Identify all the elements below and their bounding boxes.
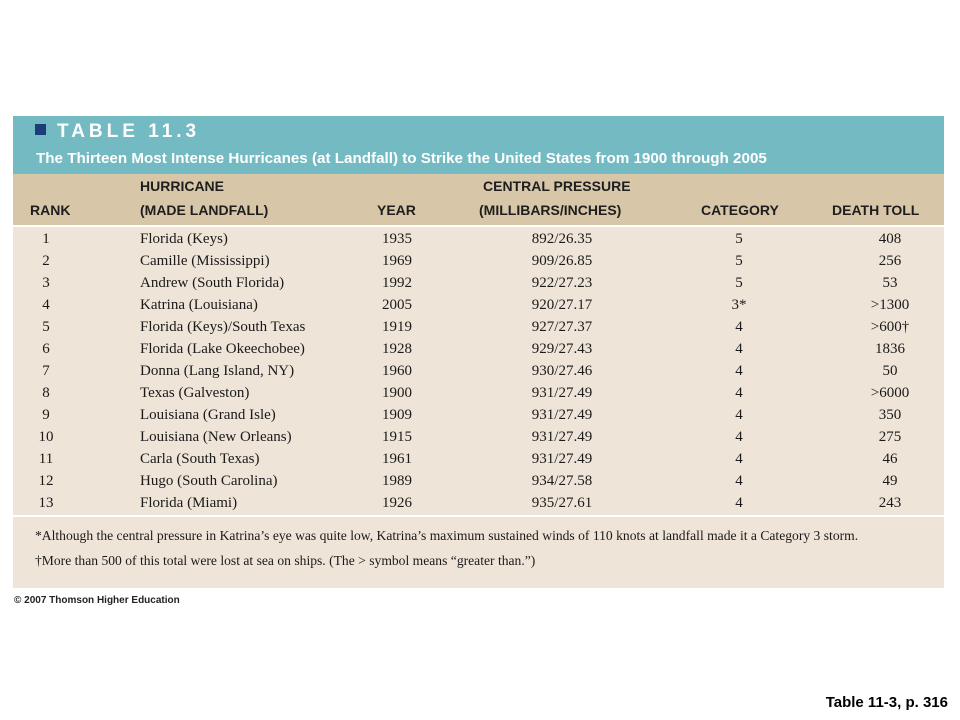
death-toll-cell: 53 <box>882 275 898 291</box>
rank-cell: 5 <box>42 319 50 335</box>
rank-cell: 7 <box>42 363 50 379</box>
slide-caption: Table 11-3, p. 316 <box>825 694 948 711</box>
table-row <box>13 470 944 492</box>
rank-cell: 9 <box>42 407 50 423</box>
death-toll-cell: 46 <box>882 451 898 467</box>
death-toll-cell: 49 <box>882 473 898 489</box>
pressure-cell: 930/27.46 <box>531 363 593 379</box>
year-cell: 1909 <box>382 407 412 423</box>
pressure-cell: 934/27.58 <box>531 473 593 489</box>
hurricane-table <box>13 116 944 588</box>
copyright-text: © 2007 Thomson Higher Education <box>14 595 180 606</box>
death-toll-cell: 275 <box>878 429 902 445</box>
pressure-cell: 935/27.61 <box>531 495 593 511</box>
year-cell: 1900 <box>382 385 412 401</box>
hurricane-cell: Camille (Mississippi) <box>140 253 270 269</box>
footnote-divider <box>13 515 944 517</box>
table-title-band <box>13 116 944 174</box>
table-row <box>13 382 944 404</box>
table-header <box>13 174 944 227</box>
year-cell: 1919 <box>382 319 412 335</box>
header-category: CATEGORY <box>701 202 779 218</box>
year-cell: 1926 <box>382 495 412 511</box>
hurricane-cell: Louisiana (Grand Isle) <box>140 407 276 423</box>
category-cell: 5 <box>735 231 743 247</box>
category-cell: 4 <box>735 429 743 445</box>
table-label-line <box>35 121 200 143</box>
table-row <box>13 448 944 470</box>
category-cell: 5 <box>735 253 743 269</box>
rank-cell: 8 <box>42 385 50 401</box>
death-toll-cell: 1836 <box>875 341 905 357</box>
rank-cell: 1 <box>42 231 50 247</box>
pressure-cell: 931/27.49 <box>531 407 593 423</box>
rank-cell: 4 <box>42 297 50 313</box>
table-title: The Thirteen Most Intense Hurricanes (at Landfall) to Strike the United States from 1900 through 2005 <box>36 150 767 167</box>
rank-cell: 2 <box>42 253 50 269</box>
hurricane-cell: Florida (Keys) <box>140 231 228 247</box>
rank-cell: 3 <box>42 275 50 291</box>
category-cell: 3* <box>731 297 747 313</box>
table-row <box>13 228 944 250</box>
category-cell: 4 <box>735 495 743 511</box>
hurricane-cell: Florida (Lake Okeechobee) <box>140 341 305 357</box>
rank-cell: 11 <box>38 451 54 467</box>
year-cell: 1992 <box>382 275 412 291</box>
rank-cell: 13 <box>38 495 54 511</box>
hurricane-cell: Katrina (Louisiana) <box>140 297 258 313</box>
table-row <box>13 360 944 382</box>
death-toll-cell: 50 <box>882 363 898 379</box>
hurricane-cell: Andrew (South Florida) <box>140 275 285 291</box>
year-cell: 1969 <box>382 253 412 269</box>
year-cell: 1961 <box>382 451 412 467</box>
category-cell: 4 <box>735 363 743 379</box>
death-toll-cell: 350 <box>878 407 902 423</box>
pressure-cell: 931/27.49 <box>531 429 593 445</box>
header-year: YEAR <box>377 202 416 218</box>
hurricane-cell: Florida (Miami) <box>140 495 238 511</box>
category-cell: 4 <box>735 407 743 423</box>
header-hurricane-line1: HURRICANE <box>140 178 224 194</box>
death-toll-cell: >600† <box>870 319 910 335</box>
death-toll-cell: 256 <box>878 253 902 269</box>
category-cell: 4 <box>735 473 743 489</box>
pressure-cell: 929/27.43 <box>531 341 593 357</box>
rank-cell: 6 <box>42 341 50 357</box>
pressure-cell: 892/26.35 <box>531 231 593 247</box>
header-pressure-line2: (MILLIBARS/INCHES) <box>479 202 622 218</box>
death-toll-cell: 243 <box>878 495 902 511</box>
pressure-cell: 931/27.49 <box>531 385 593 401</box>
year-cell: 1928 <box>382 341 412 357</box>
table-row <box>13 316 944 338</box>
year-cell: 2005 <box>382 297 412 313</box>
hurricane-cell: Donna (Lang Island, NY) <box>140 363 295 379</box>
pressure-cell: 920/27.17 <box>531 297 593 313</box>
header-pressure-line1: CENTRAL PRESSURE <box>483 178 631 194</box>
rank-cell: 12 <box>38 473 54 489</box>
death-toll-cell: >6000 <box>870 385 910 401</box>
header-death-toll: DEATH TOLL <box>832 202 920 218</box>
footnote-dagger: †More than 500 of this total were lost at sea on ships. (The > symbol means “greater than.”) <box>35 553 536 568</box>
header-rank: RANK <box>30 202 71 218</box>
hurricane-cell: Texas (Galveston) <box>140 385 250 401</box>
pressure-cell: 931/27.49 <box>531 451 593 467</box>
category-cell: 5 <box>735 275 743 291</box>
rank-cell: 10 <box>38 429 54 445</box>
death-toll-cell: 408 <box>878 231 902 247</box>
year-cell: 1989 <box>382 473 412 489</box>
square-bullet-icon <box>35 124 46 135</box>
table-row <box>13 272 944 294</box>
pressure-cell: 927/27.37 <box>531 319 593 335</box>
category-cell: 4 <box>735 385 743 401</box>
table-row <box>13 404 944 426</box>
hurricane-cell: Hugo (South Carolina) <box>140 473 278 489</box>
year-cell: 1915 <box>382 429 412 445</box>
category-cell: 4 <box>735 451 743 467</box>
pressure-cell: 922/27.23 <box>531 275 593 291</box>
death-toll-cell: >1300 <box>870 297 910 313</box>
table-label: TABLE 11.3 <box>57 121 201 142</box>
table-row <box>13 338 944 360</box>
footnote-katrina: *Although the central pressure in Katrina’s eye was quite low, Katrina’s maximum sustained winds of 110 knots at landfall made it a Category 3 storm. <box>35 528 859 543</box>
year-cell: 1935 <box>382 231 412 247</box>
table-row <box>13 250 944 272</box>
category-cell: 4 <box>735 319 743 335</box>
table-row <box>13 426 944 448</box>
table-row <box>13 294 944 316</box>
header-hurricane-line2: (MADE LANDFALL) <box>140 202 269 218</box>
pressure-cell: 909/26.85 <box>531 253 593 269</box>
hurricane-cell: Louisiana (New Orleans) <box>140 429 292 445</box>
hurricane-cell: Florida (Keys)/South Texas <box>140 319 306 335</box>
year-cell: 1960 <box>382 363 412 379</box>
hurricane-cell: Carla (South Texas) <box>140 451 260 467</box>
table-row <box>13 492 944 514</box>
category-cell: 4 <box>735 341 743 357</box>
